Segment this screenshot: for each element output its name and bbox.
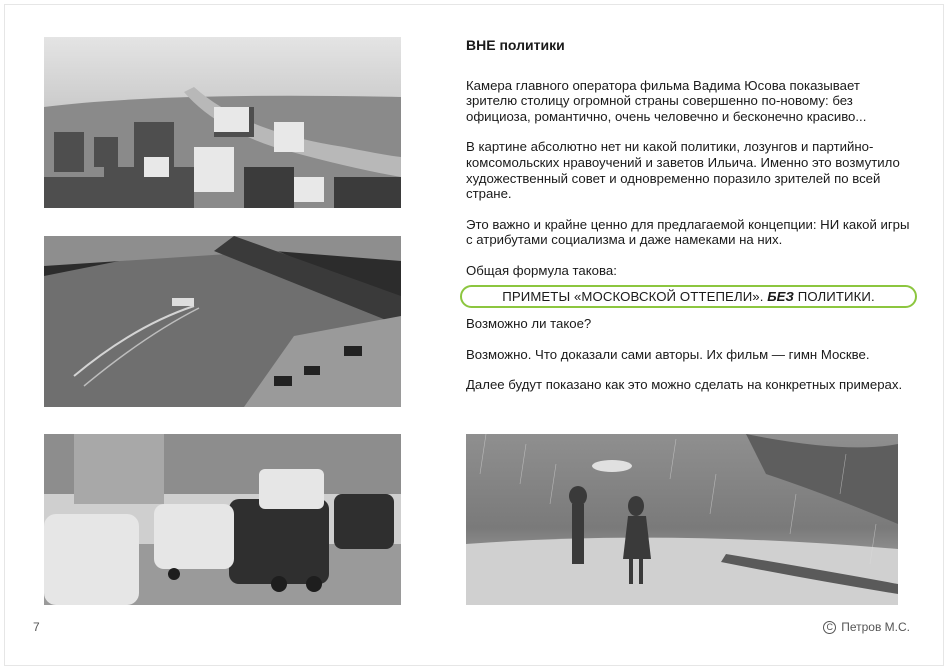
paragraph-camera: Камера главного оператора фильма Вадима Юсова показывает зрителю столицу огромной страны совершенно по-новому: без официоза, романтично, очень человечно и бесконечно красиво... bbox=[466, 77, 867, 124]
author-name: Петров М.С. bbox=[841, 620, 910, 634]
formula-box bbox=[460, 285, 917, 309]
rain-couple-photo bbox=[466, 434, 898, 605]
page-number: 7 bbox=[33, 620, 40, 634]
paragraph-answer: Возможно. Что доказали сами авторы. Их фильм — гимн Москве. bbox=[466, 346, 870, 362]
section-heading: ВНЕ политики bbox=[466, 37, 565, 53]
city-panorama-photo bbox=[44, 37, 401, 208]
paragraph-politics: В картине абсолютно нет ни какой политики, лозунгов и партийно-комсомольских нравоучений и заветов Ильича. Именно это возмутило художественный совет и одновременно поразило зрителей по всей стране. bbox=[466, 139, 900, 202]
paragraph-concept: Это важно и крайне ценно для предлагаемой концепции: НИ какой игры с атрибутами социализма и даже намеками на них. bbox=[466, 216, 910, 248]
copyright-icon: C bbox=[823, 621, 836, 634]
paragraph-next: Далее будут показано как это можно сделать на конкретных примерах. bbox=[466, 377, 903, 393]
paragraph-question: Возможно ли такое? bbox=[466, 316, 592, 332]
article-text bbox=[466, 38, 911, 408]
formula-part1: ПРИМЕТЫ «МОСКОВСКОЙ ОТТЕПЕЛИ». bbox=[502, 288, 768, 304]
copyright-notice bbox=[823, 620, 910, 634]
paragraph-formula-intro: Общая формула такова: bbox=[466, 262, 617, 278]
formula-emphasis: БЕЗ bbox=[767, 288, 794, 304]
formula-part2: ПОЛИТИКИ. bbox=[793, 288, 875, 304]
river-bridge-photo bbox=[44, 236, 401, 407]
street-cars-photo bbox=[44, 434, 401, 605]
